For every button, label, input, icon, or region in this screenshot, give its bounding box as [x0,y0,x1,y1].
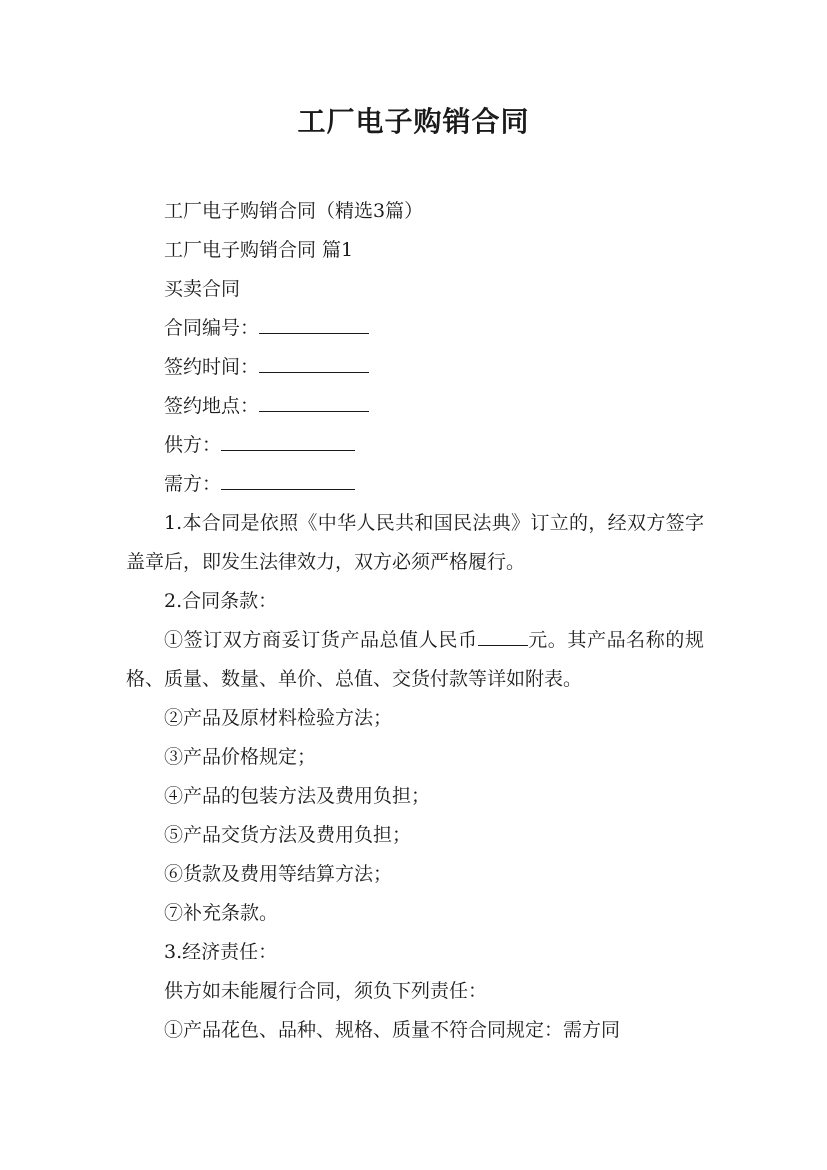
field-supplier [126,426,704,465]
paragraph-clause-1: 1.本合同是依照《中华人民共和国民法典》订立的，经双方签字盖章后，即发生法律效力，双方必须严格履行。 [126,512,704,573]
field-buyer [126,465,704,504]
paragraph-clause-2-item-6: ⑥货款及费用等结算方法； [164,863,393,885]
paragraph-clause-2-item-1 [126,621,704,699]
signing-time-blank [259,350,369,373]
paragraph-clause-2-item-3: ③产品价格规定； [164,746,317,768]
field-supplier-label: 供方： [164,434,222,456]
field-signing-time [126,348,704,387]
supplier-blank [221,428,355,451]
paragraph-clause-2-heading: 2.合同条款： [164,590,278,612]
field-signing-location [126,387,704,426]
field-contract-number-label: 合同编号： [164,317,260,339]
document-body [126,192,704,1050]
field-signing-time-label: 签约时间： [164,356,260,378]
paragraph-contract-type: 买卖合同 [164,278,241,300]
document-title: 工厂电子购销合同 [297,105,530,138]
field-contract-number [126,309,704,348]
paragraph-section-heading: 工厂电子购销合同 篇1 [164,239,354,261]
paragraph-clause-3-heading: 3.经济责任： [164,941,278,963]
clause-2-item-1-text-before: ①签订双方商妥订货产品总值人民币 [164,629,478,651]
clause-2-item-1-text-after: 元。其产品名称的规格、质量、数量、单价、总值、交货付款等详如附表。 [126,629,704,690]
paragraph-clause-2-item-4: ④产品的包装方法及费用负担； [164,785,431,807]
paragraph-liability-item-1: ①产品花色、品种、规格、质量不符合同规定：需方同 [164,1019,621,1041]
paragraph-clause-2-item-7: ⑦补充条款。 [164,902,279,924]
contract-number-blank [259,311,369,334]
paragraph-clause-2-item-2: ②产品及原材料检验方法； [164,707,393,729]
paragraph-collection-title: 工厂电子购销合同（精选3篇） [164,200,424,222]
buyer-blank [221,467,355,490]
paragraph-clause-2-item-5: ⑤产品交货方法及费用负担； [164,824,412,846]
field-signing-location-label: 签约地点： [164,395,260,417]
field-buyer-label: 需方： [164,473,222,495]
paragraph-supplier-liability: 供方如未能履行合同，须负下列责任： [164,980,488,1002]
total-value-blank [478,623,528,646]
signing-location-blank [259,389,369,412]
